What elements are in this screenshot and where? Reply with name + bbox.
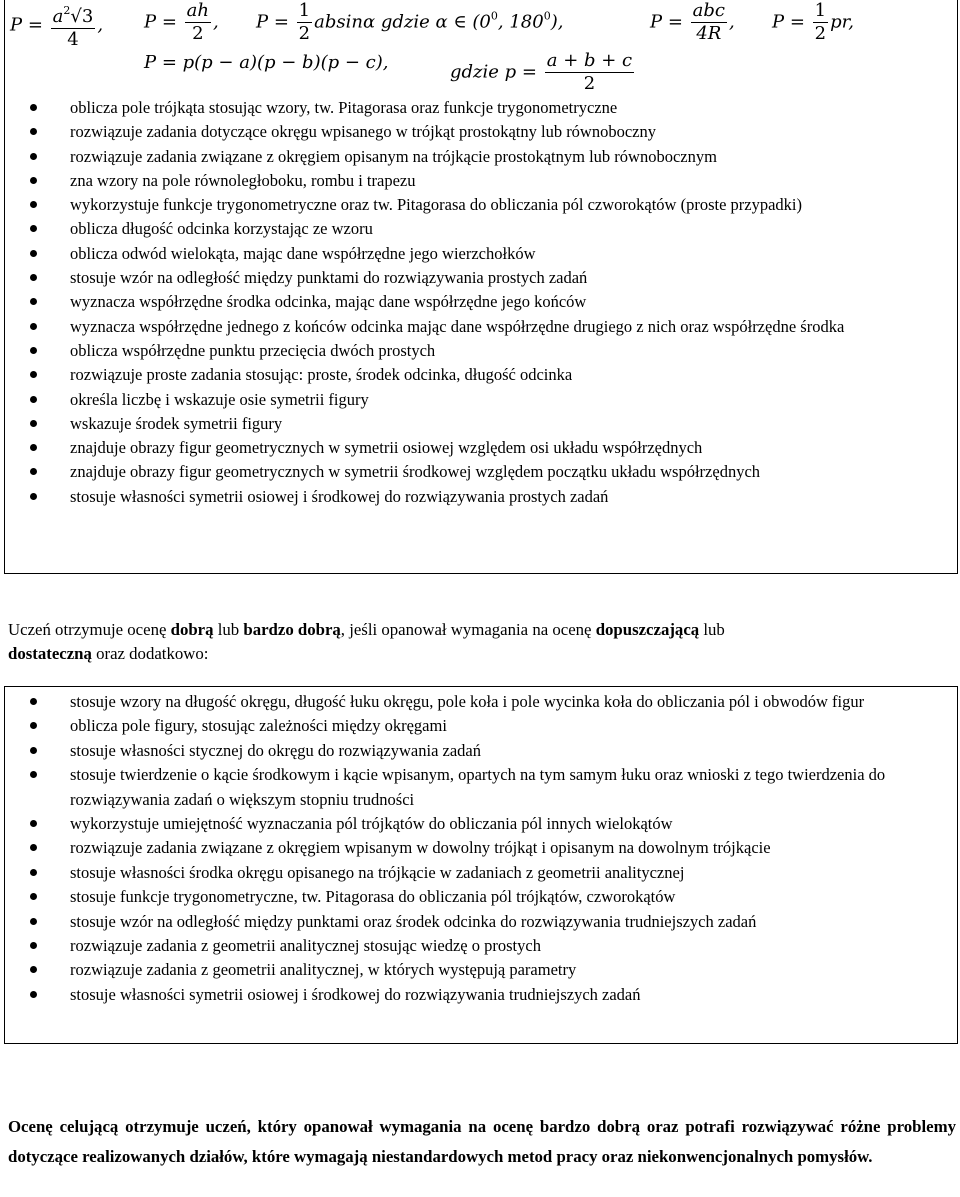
separator: , [212, 11, 219, 33]
exponent: 0 [490, 9, 498, 23]
list-item-text: wskazuje środek symetrii figury [70, 413, 283, 433]
list-item [4, 714, 958, 738]
fraction [51, 0, 96, 51]
requirements-list-1 [4, 96, 958, 509]
formula-text: pr, [830, 11, 854, 33]
bullet-icon [30, 468, 37, 475]
list-item [4, 266, 958, 290]
bullet-icon [30, 747, 37, 754]
fraction [813, 0, 828, 45]
formula-text: absinα gdzie α ∈ (0 [314, 11, 491, 33]
bullet-icon [30, 493, 37, 500]
list-item [4, 217, 958, 241]
list-item [4, 290, 958, 314]
bullet-icon [30, 444, 37, 451]
bullet-icon [30, 371, 37, 378]
formula-text: P = p(p − a)(p − b)(p − c), [144, 52, 389, 73]
formula-circumradius [650, 0, 735, 45]
list-item-text: rozwiązuje zadania związane z okręgiem opisanym na trójkącie prostokątnym lub równobocznym [70, 146, 717, 166]
grade-good-intro [8, 618, 956, 666]
list-item [4, 812, 958, 836]
list-item [4, 460, 958, 484]
bullet-icon [30, 347, 37, 354]
list-item-text: rozwiązuje zadania z geometrii analitycznej, w których występują parametry [70, 960, 577, 980]
list-item-text: rozwiązuje zadania z geometrii analitycznej stosując wiedzę o prostych [70, 936, 541, 956]
list-item [4, 412, 958, 436]
bullet-icon [30, 420, 37, 427]
list-item [4, 910, 958, 934]
bullet-icon [30, 153, 37, 160]
bullet-icon [30, 820, 37, 827]
bullet-icon [30, 771, 37, 778]
formula-text: , 180 [497, 11, 544, 33]
list-item-text: stosuje wzór na odległość między punktami do rozwiązywania prostych zadań [70, 268, 588, 288]
list-item-text: znajduje obrazy figur geometrycznych w symetrii osiowej względem osi układu współrzędnych [70, 438, 703, 458]
frac-den: 2 [185, 22, 211, 45]
text: oraz dodatkowo: [91, 644, 209, 663]
formula-lhs: P = [650, 11, 683, 33]
list-item [4, 690, 958, 714]
requirements-list-2 [4, 690, 958, 1007]
grade-excellent-paragraph: Ocenę celującą otrzymuje uczeń, który opanował wymagania na ocenę bardzo dobrą oraz potrafi rozwiązywać różne problemy dotyczące realizowanych działów, które wymagają niestandardowych metod pracy oraz niekonwencjonalnych pomysłów. [8, 1117, 956, 1166]
text: lub [213, 620, 244, 639]
bullet-icon [30, 177, 37, 184]
list-item-text: stosuje własności środka okręgu opisanego na trójkącie w zadaniach z geometrii analitycznej [70, 862, 685, 882]
list-item [4, 861, 958, 885]
list-item [4, 145, 958, 169]
list-item-text: oblicza długość odcinka korzystając ze wzoru [70, 219, 373, 239]
frac-den: 2 [814, 23, 827, 44]
formula-sine [256, 0, 563, 45]
text: , jeśli opanował wymagania na ocenę [340, 620, 596, 639]
list-item [4, 339, 958, 363]
bullet-icon [30, 298, 37, 305]
list-item [4, 885, 958, 909]
grade-name: dopuszczającą [595, 620, 700, 639]
frac-num: 1 [814, 0, 827, 21]
bullet-icon [30, 942, 37, 949]
separator: , [97, 14, 104, 36]
formula-lhs: P = [10, 14, 43, 36]
list-item-text: stosuje wzory na długość okręgu, długość łuku okręgu, pole koła i pole wycinka koła do obliczania pól i obwodów figur [70, 692, 865, 711]
bullet-icon [30, 869, 37, 876]
list-item-text: wyznacza współrzędne jednego z końców odcinka mając dane współrzędne drugiego z nich oraz współrzędne środka [70, 316, 845, 336]
formula-base-height [144, 0, 219, 45]
bullet-icon [30, 966, 37, 973]
formula-lhs: P = [256, 11, 289, 33]
list-item [4, 193, 958, 217]
bullet-icon [30, 918, 37, 925]
frac-num: abc [692, 0, 725, 21]
area-formulas [10, 0, 958, 96]
list-item-text: oblicza pole trójkąta stosując wzory, tw. Pitagorasa oraz funkcje trygonometryczne [70, 98, 618, 117]
bullet-icon [30, 323, 37, 330]
list-item [4, 96, 958, 120]
text: Uczeń otrzymuje ocenę [8, 620, 171, 639]
formula-lhs: P = [144, 11, 177, 33]
frac-num: 1 [298, 0, 311, 21]
list-item-text: rozwiązuje zadania związane z okręgiem wpisanym w dowolny trójkąt i opisanym na dowolnym trójkącie [70, 838, 771, 858]
grade-name: dobrą [170, 620, 214, 639]
grade-name: bardzo dobrą [243, 620, 341, 639]
list-item-text: oblicza pole figury, stosując zależności między okręgami [70, 716, 447, 736]
bullet-icon [30, 225, 37, 232]
frac-den: 4 [51, 28, 96, 51]
list-item-text: rozwiązuje zadania dotyczące okręgu wpisanego w trójkąt prostokątny lub równoboczny [70, 122, 656, 142]
bullet-icon [30, 128, 37, 135]
frac-den: 4R [691, 22, 727, 45]
formula-lhs: P = [772, 11, 805, 33]
list-item-text: znajduje obrazy figur geometrycznych w symetrii środkowej względem początku układu współrzędnych [70, 462, 761, 482]
list-item [4, 388, 958, 412]
frac-num: ah [186, 0, 209, 21]
list-item-text: wykorzystuje umiejętność wyznaczania pól trójkątów do obliczania pól innych wielokątów [70, 814, 673, 834]
bullet-icon [30, 274, 37, 281]
list-item-text: wyznacza współrzędne środka odcinka, mając dane współrzędne jego końców [70, 292, 587, 312]
formula-heron [144, 52, 389, 73]
formula-text: ), [550, 11, 564, 33]
formula-inradius [772, 0, 854, 45]
list-item [4, 315, 958, 339]
list-item [4, 739, 958, 763]
grade-name: dostateczną [8, 644, 92, 663]
list-item [4, 763, 958, 812]
list-item-text: stosuje funkcje trygonometryczne, tw. Pitagorasa do obliczania pól trójkątów, czworokątów [70, 887, 676, 907]
list-item [4, 934, 958, 958]
fraction [185, 0, 211, 45]
list-item [4, 836, 958, 860]
list-item-text: wykorzystuje funkcje trygonometryczne oraz tw. Pitagorasa do obliczania pól czworokątów (proste przypadki) [70, 195, 803, 215]
fraction [297, 0, 312, 45]
list-item-text: oblicza współrzędne punktu przecięcia dwóch prostych [70, 340, 436, 360]
bullet-icon [30, 893, 37, 900]
bullet-icon [30, 250, 37, 257]
frac-den: 2 [545, 72, 634, 95]
formula-equilateral [10, 0, 103, 51]
list-item-text: stosuje wzór na odległość między punktami oraz środek odcinka do rozwiązywania trudniejszych zadań [70, 911, 757, 931]
list-item-text: stosuje twierdzenie o kącie środkowym i kącie wpisanym, opartych na tym samym łuku oraz wnioski z tego twierdzenia do rozwiązywania zadań o większym stopniu trudności [70, 765, 886, 809]
list-item [4, 485, 958, 509]
bullet-icon [30, 698, 37, 705]
exponent: 2 [63, 4, 71, 17]
list-item-text: określa liczbę i wskazuje osie symetrii figury [70, 389, 369, 409]
bullet-icon [30, 104, 37, 111]
text: lub [699, 620, 725, 639]
bullet-icon [30, 396, 37, 403]
list-item [4, 169, 958, 193]
radical: √3 [70, 6, 94, 27]
fraction [545, 50, 634, 95]
list-item [4, 958, 958, 982]
formula-text: gdzie p = [450, 61, 537, 83]
frac-num: a [52, 6, 64, 27]
list-item-text: stosuje własności symetrii osiowej i środkowej do rozwiązywania trudniejszych zadań [70, 984, 641, 1004]
list-item [4, 363, 958, 387]
separator: , [729, 11, 735, 33]
frac-num: a + b + c [546, 50, 633, 71]
list-item-text: stosuje własności symetrii osiowej i środkowej do rozwiązywania prostych zadań [70, 486, 609, 506]
bullet-icon [30, 722, 37, 729]
bullet-icon [30, 201, 37, 208]
list-item-text: rozwiązuje proste zadania stosując: proste, środek odcinka, długość odcinka [70, 365, 573, 385]
formula-semiperimeter [450, 50, 636, 95]
list-item-text: zna wzory na pole równoległoboku, rombu i trapezu [70, 170, 416, 190]
exponent: 0 [543, 9, 551, 23]
list-item [4, 983, 958, 1007]
bullet-icon [30, 844, 37, 851]
fraction [691, 0, 727, 45]
frac-den: 2 [298, 23, 311, 44]
list-item [4, 242, 958, 266]
bullet-icon [30, 991, 37, 998]
list-item-text: stosuje własności stycznej do okręgu do rozwiązywania zadań [70, 740, 481, 760]
list-item-text: oblicza odwód wielokąta, mając dane współrzędne jego wierzchołków [70, 243, 536, 263]
list-item [4, 436, 958, 460]
list-item [4, 120, 958, 144]
